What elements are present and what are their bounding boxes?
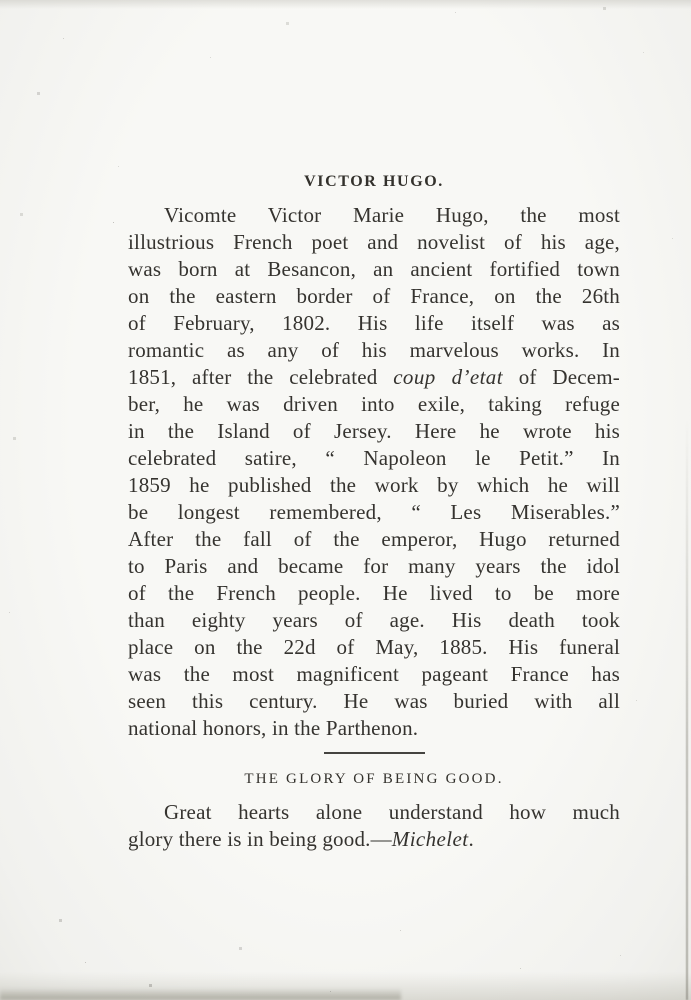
quote-line-text: glory there is in being good.—: [128, 827, 392, 851]
body-line: [128, 364, 620, 391]
body-line: was the most magnificent pageant France has: [128, 662, 620, 686]
article-body: [128, 202, 620, 742]
body-line: on the eastern border of France, on the 26th: [128, 284, 620, 308]
body-line: to Paris and became for many years the idol: [128, 554, 620, 578]
body-line-text: 1851, after the celebrated: [128, 365, 394, 389]
body-line-text: of Decem-: [502, 365, 620, 389]
quote-line: [128, 826, 620, 853]
body-line: be longest remembered, “ Les Miserables.”: [128, 500, 620, 524]
body-line: place on the 22d of May, 1885. His funeral: [128, 635, 620, 659]
section-title: THE GLORY OF BEING GOOD.: [244, 771, 504, 787]
body-line: ber, he was driven into exile, taking refuge: [128, 392, 620, 416]
body-line: national honors, in the Parthenon.: [128, 716, 419, 740]
italic-phrase: coup d’etat: [393, 365, 503, 389]
body-line: 1859 he published the work by which he will: [128, 473, 620, 497]
quote-attribution: Michelet: [391, 827, 469, 851]
article-title: VICTOR HUGO.: [304, 173, 444, 190]
scan-edge-right: [686, 420, 688, 1000]
body-line: was born at Besancon, an ancient fortified town: [128, 257, 620, 281]
body-line: seen this century. He was buried with all: [128, 689, 620, 713]
quote-paragraph: [128, 799, 620, 853]
body-line: illustrious French poet and novelist of his age,: [128, 230, 620, 254]
quote-line: Great hearts alone understand how much: [164, 800, 620, 824]
body-line: Vicomte Victor Marie Hugo, the most: [164, 203, 620, 227]
scan-edge-bottom-mottle: [0, 988, 401, 1000]
section-divider: [324, 752, 425, 754]
body-line: in the Island of Jersey. Here he wrote his: [128, 419, 620, 443]
body-line: After the fall of the emperor, Hugo returned: [128, 527, 620, 551]
body-line: of the French people. He lived to be more: [128, 581, 620, 605]
quote-line-text: .: [468, 827, 474, 851]
body-line: celebrated satire, “ Napoleon le Petit.” In: [128, 446, 620, 470]
body-line: romantic as any of his marvelous works. In: [128, 338, 620, 362]
body-line: than eighty years of age. His death took: [128, 608, 620, 632]
scan-edge-top: [0, 0, 691, 9]
body-line: of February, 1802. His life itself was as: [128, 311, 620, 335]
